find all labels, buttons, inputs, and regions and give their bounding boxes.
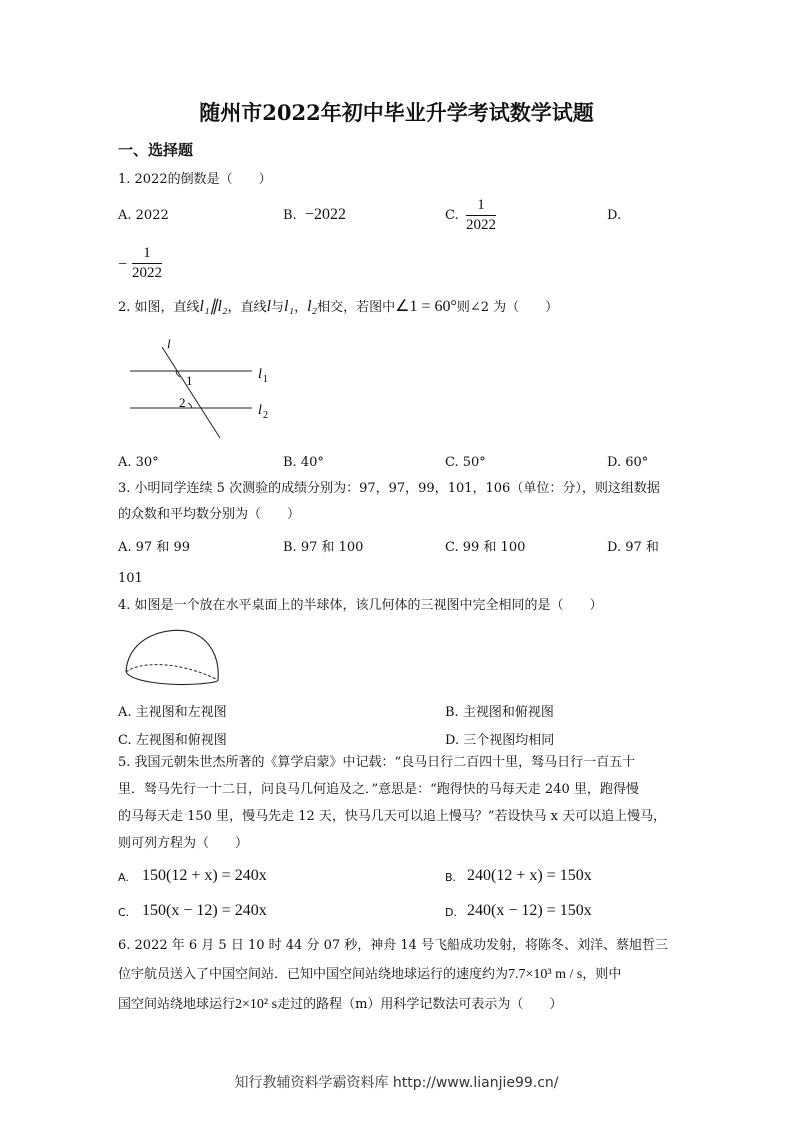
q2-text-6: 则∠2 为（ ）	[456, 300, 559, 315]
q6-line-2	[118, 966, 621, 984]
q2-text-3: 与	[271, 300, 285, 315]
q5-line-4: 则可列方程为（ ）	[118, 836, 249, 851]
q5-option-a-label: A.	[118, 871, 129, 884]
q2-option-c: C. 50°	[445, 455, 486, 470]
q2-line-l2: l₂	[307, 298, 318, 315]
q2-option-b: B. 40°	[283, 455, 324, 470]
q5-line-1: 5. 我国元朝朱世杰所著的《算学启蒙》中记载：“良马日行二百四十里，驽马日行一百五十	[118, 755, 636, 770]
q3-option-a: A. 97 和 99	[118, 540, 191, 555]
fig-label-l2: l	[258, 403, 262, 418]
q6-line-3	[118, 996, 562, 1014]
q2-text-2: ，直线	[227, 300, 267, 315]
q6-line-3b: 走过的路程（m）用科学记数法可表示为（ ）	[277, 997, 563, 1012]
q5-option-a-expr: 150(12 + x) = 240x	[142, 867, 267, 884]
q6-line-1: 6. 2022 年 6 月 5 日 10 时 44 分 07 秒，神舟 14 号飞船成功发射，将陈冬、刘洋、蔡旭哲三	[118, 938, 669, 953]
q5-option-c-label: C.	[118, 906, 130, 919]
q1-d-denominator: 2022	[132, 265, 162, 281]
section-heading: 一、选择题	[118, 141, 194, 159]
q1-option-d-fraction	[132, 245, 162, 282]
q2-parallel-lines-figure	[118, 335, 288, 445]
q2-parallel-expr: l₁∥l₂	[199, 298, 228, 315]
q2-text-4: ，	[294, 300, 308, 315]
q2-stem	[118, 298, 558, 317]
q1-option-c-label: C.	[445, 208, 459, 223]
q3-option-d-wrap: 101	[118, 571, 143, 586]
q3-stem-line-2: 的众数和平均数分别为（ ）	[118, 507, 301, 522]
q3-option-b: B. 97 和 100	[283, 540, 364, 555]
q1-option-c-fraction	[466, 197, 496, 234]
q6-line-2b: ，则中	[582, 967, 622, 982]
q6-line-2a: 位宇航员送入了中国空间站．已知中国空间站绕地球运行的速度约为	[118, 967, 509, 982]
q6-speed-expr: 7.7×10³ m / s	[508, 967, 583, 982]
footer-watermark: 知行教辅资料学霸资料库 http://www.lianjie99.cn/	[234, 1075, 559, 1091]
q6-time-expr: 2×10² s	[235, 997, 278, 1012]
q5-option-b-expr: 240(12 + x) = 150x	[467, 867, 592, 884]
q1-option-d-sign: −	[118, 256, 128, 273]
q1-d-numerator: 1	[132, 245, 162, 264]
q1-c-numerator: 1	[466, 197, 496, 216]
q4-option-b: B. 主视图和俯视图	[445, 705, 554, 720]
q5-option-d-label: D.	[445, 906, 457, 919]
q3-option-d: D. 97 和	[607, 540, 659, 555]
q2-option-a: A. 30°	[118, 455, 159, 470]
q5-line-2: 里．驽马先行一十二日，问良马几何追及之．”意思是：“跑得快的马每天走 240 里，跑得慢	[118, 782, 639, 797]
q3-stem-line-1: 3. 小明同学连续 5 次测验的成绩分别为：97，97，99，101，106（单位：分），则这组数据	[118, 481, 660, 496]
q5-option-b-label: B.	[445, 871, 457, 884]
fig-label-l1-sub: 1	[263, 374, 268, 385]
q1-option-b-expr: −2022	[305, 206, 347, 223]
q4-option-c: C. 左视图和俯视图	[118, 733, 227, 748]
q4-option-d: D. 三个视图均相同	[445, 733, 555, 748]
fig-label-l2-sub: 2	[263, 410, 268, 421]
q5-line-3: 的马每天走 150 里，慢马先走 12 天，快马几天可以追上慢马？”若设快马 x 天可以追上慢马，	[118, 809, 667, 824]
q2-text-1: 2. 如图，直线	[118, 300, 200, 315]
q4-option-a: A. 主视图和左视图	[118, 705, 227, 720]
q3-option-c: C. 99 和 100	[445, 540, 526, 555]
q5-option-c-expr: 150(x − 12) = 240x	[142, 902, 267, 919]
q4-hemisphere-figure	[118, 624, 228, 690]
fig-angle-2: 2	[179, 395, 186, 410]
q1-c-denominator: 2022	[466, 217, 496, 233]
fig-label-l1: l	[258, 367, 262, 382]
q2-option-d: D. 60°	[607, 455, 649, 470]
q2-line-l: l	[266, 298, 272, 315]
q2-line-l1: l₁	[284, 298, 295, 315]
q1-option-b-label: B.	[283, 208, 297, 223]
q1-option-a: A. 2022	[118, 208, 169, 223]
q2-angle-expr: ∠1 = 60°	[395, 298, 457, 315]
q2-text-5: 相交，若图中	[317, 300, 396, 315]
q1-stem: 1. 2022的倒数是（ ）	[118, 172, 272, 187]
fig-label-l: l	[167, 336, 171, 351]
q4-stem: 4. 如图是一个放在水平桌面上的半球体，该几何体的三视图中完全相同的是（ ）	[118, 598, 603, 613]
fig-angle-1: 1	[186, 373, 193, 388]
q1-option-d-label: D.	[607, 208, 622, 223]
q5-option-d-expr: 240(x − 12) = 150x	[467, 902, 592, 919]
q6-line-3a: 国空间站绕地球运行	[118, 997, 236, 1012]
page-title: 随州市2022年初中毕业升学考试数学试题	[199, 100, 594, 125]
